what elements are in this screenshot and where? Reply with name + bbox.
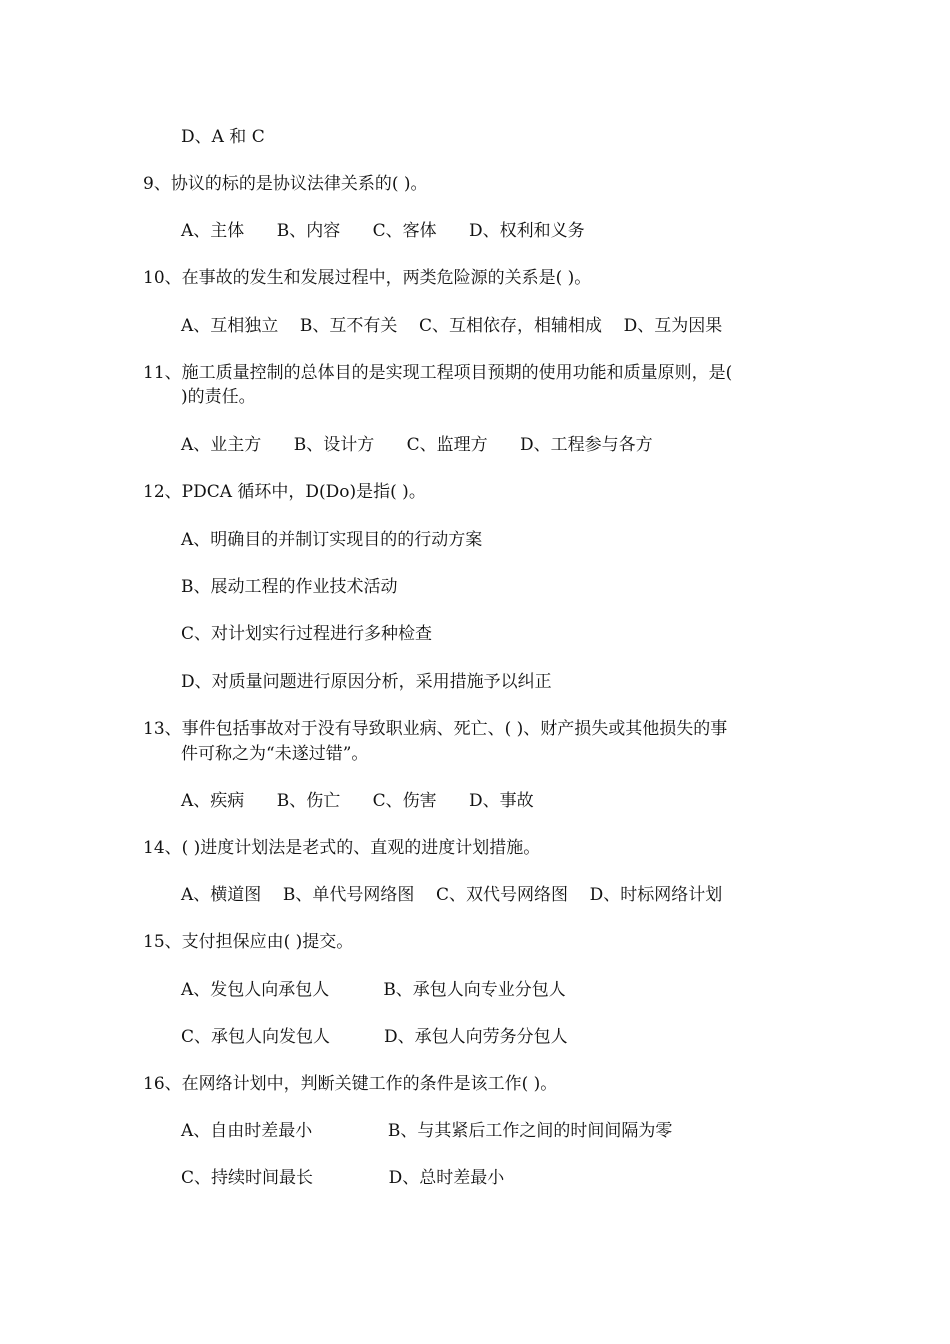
question-11-line1: 11、施工质量控制的总体目的是实现工程项目预期的使用功能和质量原则，是(: [143, 363, 733, 383]
question-12-option-a: A、明确目的并制订实现目的的行动方案: [181, 530, 483, 550]
question-14-options: A、横道图 B、单代号网络图 C、双代号网络图 D、时标网络计划: [181, 885, 723, 905]
question-9: 9、协议的标的是协议法律关系的( )。: [143, 174, 428, 194]
question-11-line2: )的责任。: [181, 387, 256, 407]
question-12-option-b: B、展动工程的作业技术活动: [181, 577, 398, 597]
question-15-options-row1: A、发包人向承包人 B、承包人向专业分包人: [181, 980, 566, 1000]
question-10-options: A、互相独立 B、互不有关 C、互相依存，相辅相成 D、互为因果: [181, 316, 723, 336]
question-10: 10、在事故的发生和发展过程中，两类危险源的关系是( )。: [143, 268, 592, 288]
question-12-option-d: D、对质量问题进行原因分析，采用措施予以纠正: [181, 672, 552, 692]
question-15-options-row2: C、承包人向发包人 D、承包人向劳务分包人: [181, 1027, 568, 1047]
question-13-options: A、疾病 B、伤亡 C、伤害 D、事故: [181, 791, 534, 811]
question-15: 15、支付担保应由( )提交。: [143, 932, 354, 952]
question-13-line1: 13、事件包括事故对于没有导致职业病、死亡、( )、财产损失或其他损失的事: [143, 719, 728, 739]
question-16: 16、在网络计划中，判断关键工作的条件是该工作( )。: [143, 1074, 558, 1094]
question-16-options-row1: A、自由时差最小 B、与其紧后工作之间的时间间隔为零: [181, 1121, 673, 1141]
question-9-options: A、主体 B、内容 C、客体 D、权利和义务: [181, 221, 585, 241]
question-12-option-c: C、对计划实行过程进行多种检查: [181, 624, 433, 644]
question-14: 14、( )进度计划法是老式的、直观的进度计划措施。: [143, 838, 541, 858]
question-11-options: A、业主方 B、设计方 C、监理方 D、工程参与各方: [181, 435, 653, 455]
q8-option-d: D、A 和 C: [181, 127, 265, 147]
question-12: 12、PDCA 循环中，D(Do)是指( )。: [143, 482, 426, 502]
question-13-line2: 件可称之为“未遂过错”。: [181, 744, 369, 764]
question-16-options-row2: C、持续时间最长 D、总时差最小: [181, 1168, 505, 1188]
